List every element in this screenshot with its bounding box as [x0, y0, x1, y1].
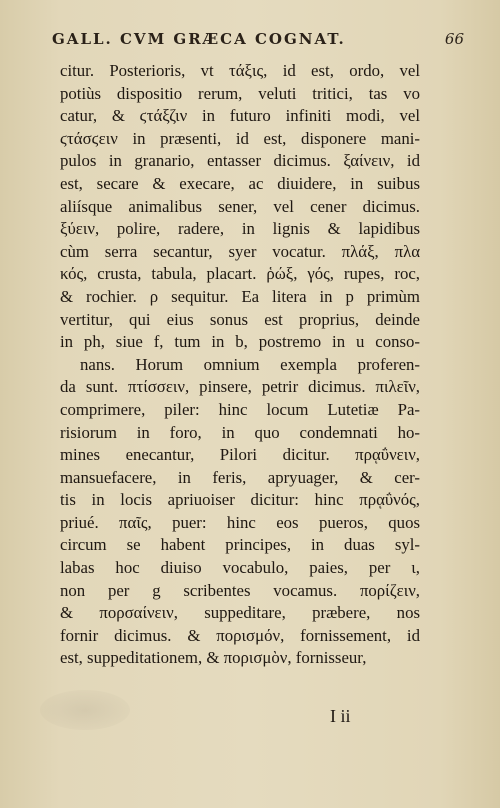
text-line: da sunt. πτίσσειν, pinsere, petrir dicimus. πιλεῖν, [60, 377, 420, 397]
text-line: est, suppeditationem, & πορισμὸν, fornisseur, [60, 648, 367, 668]
text-line: non per g scribentes vocamus. πορίζειν, [60, 580, 420, 600]
text-line: circum se habent principes, in duas syl- [60, 535, 420, 555]
body-text [60, 60, 420, 670]
text-line: aliísque animalibus sener, vel cener dicimus. [60, 196, 420, 216]
text-line: risiorum in foro, in quo condemnati ho- [60, 422, 420, 442]
text-line: tis in locis apriuoiser dicitur: hinc πρᾳΰνός, [60, 490, 420, 510]
text-line: comprimere, piler: hinc locum Lutetiæ Pa- [60, 399, 420, 419]
text-line: mines enecantur, Pilori dicitur. πρᾳΰνειν, [60, 445, 420, 465]
text-line: catur, & ϛτάξζιν in futuro infiniti modi, vel [60, 106, 420, 126]
paper-stain [40, 690, 130, 730]
page-header [52, 30, 464, 54]
text-line: & πορσαίνειν, suppeditare, præbere, nos [60, 603, 420, 623]
page-number: 66 [444, 30, 464, 48]
running-head: GALL. CVM GRÆCA COGNAT. [52, 30, 346, 48]
text-line: potiùs dispositio rerum, veluti tritici, tas vo [60, 83, 420, 103]
text-line: nans. Horum omnium exempla proferen- [80, 354, 420, 374]
text-line: ϛτάσϛειν in præsenti, id est, disponere mani- [60, 128, 420, 148]
text-line: citur. Posterioris, vt τάξις, id est, ordo, vel [60, 61, 420, 80]
text-line: vertitur, qui eius sonus est proprius, deinde [60, 309, 420, 329]
signature-mark: I ii [330, 706, 351, 726]
text-line: mansuefacere, in feris, apryuager, & cer- [60, 467, 420, 487]
text-line: & rochier. ρ sequitur. Ea litera in p primùm [60, 286, 420, 306]
text-line: est, secare & execare, ac diuidere, in suibus [60, 173, 420, 193]
text-line: cùm serra secantur, syer vocatur. πλάξ, πλα [60, 241, 420, 261]
text-line: labas hoc diuiso vocabulo, paies, per ι, [60, 558, 420, 578]
text-line: fornir dicimus. & πορισμόν, fornissement, id [60, 625, 420, 645]
text-line: ξύειν, polire, radere, in lignis & lapidibus [60, 219, 420, 239]
text-line: pulos in granario, entasser dicimus. ξαίνειν, id [60, 151, 420, 171]
text-line: in ph, siue f, tum in b, postremo in u conso- [60, 332, 420, 352]
text-line: κός, crusta, tabula, placart. ῥώξ, γός, rupes, roc, [60, 264, 420, 284]
text-line: priué. παῖς, puer: hinc eos pueros, quos [60, 512, 420, 532]
